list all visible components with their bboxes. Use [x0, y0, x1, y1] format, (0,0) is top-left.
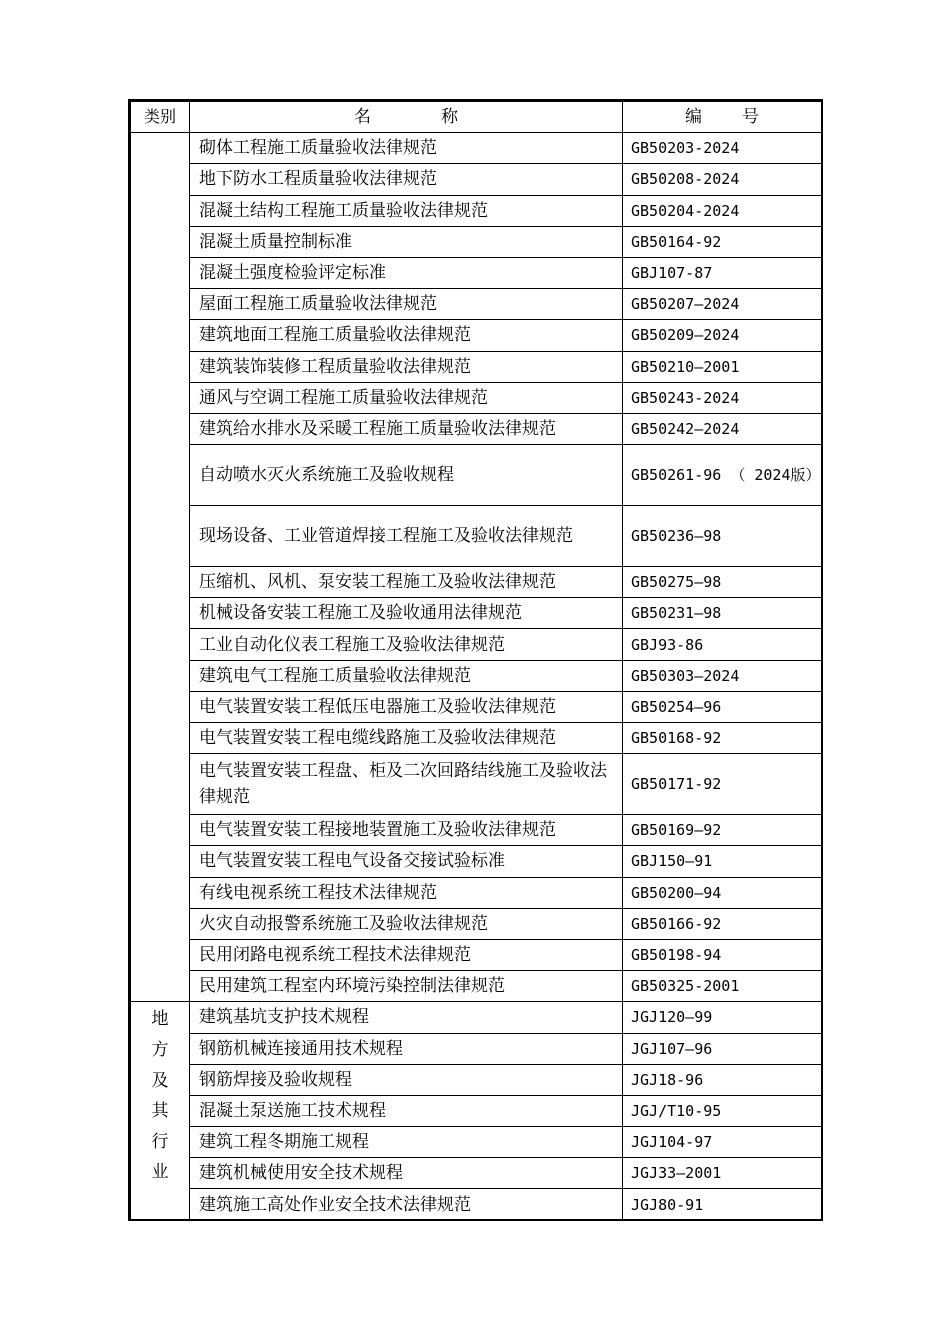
table-row — [131, 660, 822, 691]
category-label: 地方及其行业 — [151, 1009, 169, 1183]
standards-table-frame — [128, 99, 823, 1221]
standard-code: GB50231—98 — [623, 598, 822, 629]
category-cell — [131, 133, 190, 1002]
table-row — [131, 382, 822, 413]
standard-code: GBJ93-86 — [623, 629, 822, 660]
standard-code: JGJ33—2001 — [623, 1158, 822, 1189]
standard-code: GBJ150—91 — [623, 846, 822, 877]
table-row — [131, 506, 822, 567]
table-row — [131, 413, 822, 444]
standard-name: 火灾自动报警系统施工及验收法律规范 — [190, 908, 623, 939]
header-name-text: 名称 — [354, 107, 528, 128]
table-row — [131, 754, 822, 815]
standard-code: GB50169—92 — [623, 815, 822, 846]
standard-name: 建筑地面工程施工质量验收法律规范 — [190, 320, 623, 351]
standard-name: 建筑给水排水及采暖工程施工质量验收法律规范 — [190, 413, 623, 444]
table-row — [131, 351, 822, 382]
standard-code: GB50254—96 — [623, 691, 822, 722]
standards-table — [130, 101, 822, 1221]
standard-code: GB50208-2024 — [623, 164, 822, 195]
standard-name: 砌体工程施工质量验收法律规范 — [190, 133, 623, 164]
table-row — [131, 723, 822, 754]
standard-name: 建筑电气工程施工质量验收法律规范 — [190, 660, 623, 691]
standard-name: 建筑机械使用安全技术规程 — [190, 1158, 623, 1189]
standard-name: 钢筋机械连接通用技术规程 — [190, 1033, 623, 1064]
standard-name: 混凝土质量控制标准 — [190, 226, 623, 257]
standard-code: GB50204-2024 — [623, 195, 822, 226]
table-row — [131, 815, 822, 846]
table-row — [131, 877, 822, 908]
standard-name: 建筑工程冬期施工规程 — [190, 1127, 623, 1158]
table-row — [131, 567, 822, 598]
standard-code: JGJ80-91 — [623, 1189, 822, 1220]
standard-code: GB50275—98 — [623, 567, 822, 598]
standard-code: GB50203-2024 — [623, 133, 822, 164]
table-row — [131, 320, 822, 351]
standard-code: JGJ120—99 — [623, 1002, 822, 1033]
standard-code: GB50168-92 — [623, 723, 822, 754]
standard-name: 有线电视系统工程技术法律规范 — [190, 877, 623, 908]
standard-code: GB50303—2024 — [623, 660, 822, 691]
standard-code: GB50166-92 — [623, 908, 822, 939]
table-row — [131, 691, 822, 722]
standard-name: 民用闭路电视系统工程技术法律规范 — [190, 939, 623, 970]
table-row — [131, 257, 822, 288]
table-row — [131, 598, 822, 629]
standard-code: GB50200—94 — [623, 877, 822, 908]
standard-code: JGJ/T10-95 — [623, 1095, 822, 1126]
standard-name: 压缩机、风机、泵安装工程施工及验收法律规范 — [190, 567, 623, 598]
header-name — [190, 102, 623, 133]
table-row — [131, 846, 822, 877]
table-body — [131, 133, 822, 1220]
table-row — [131, 164, 822, 195]
standard-name: 混凝土结构工程施工质量验收法律规范 — [190, 195, 623, 226]
standard-name: 建筑基坑支护技术规程 — [190, 1002, 623, 1033]
table-row — [131, 1158, 822, 1189]
standard-code: GB50325-2001 — [623, 971, 822, 1002]
standard-name: 建筑施工高处作业安全技术法律规范 — [190, 1189, 623, 1220]
table-header-row — [131, 102, 822, 133]
standard-code: GBJ107-87 — [623, 257, 822, 288]
standard-name: 地下防水工程质量验收法律规范 — [190, 164, 623, 195]
standard-name: 钢筋焊接及验收规程 — [190, 1064, 623, 1095]
standard-code: GB50209—2024 — [623, 320, 822, 351]
standard-name: 工业自动化仪表工程施工及验收法律规范 — [190, 629, 623, 660]
standard-name: 自动喷水灭火系统施工及验收规程 — [190, 445, 623, 506]
standard-name: 现场设备、工业管道焊接工程施工及验收法律规范 — [190, 506, 623, 567]
header-code — [623, 102, 822, 133]
standard-name: 民用建筑工程室内环境污染控制法律规范 — [190, 971, 623, 1002]
standard-name: 电气装置安装工程接地装置施工及验收法律规范 — [190, 815, 623, 846]
table-row — [131, 289, 822, 320]
standard-name: 电气装置安装工程电缆线路施工及验收法律规范 — [190, 723, 623, 754]
table-row — [131, 971, 822, 1002]
table-row — [131, 1064, 822, 1095]
table-row — [131, 1127, 822, 1158]
standard-code: GB50210—2001 — [623, 351, 822, 382]
standard-name: 通风与空调工程施工质量验收法律规范 — [190, 382, 623, 413]
standard-code: JGJ104-97 — [623, 1127, 822, 1158]
category-label — [152, 133, 169, 135]
standard-code: GB50207—2024 — [623, 289, 822, 320]
table-row — [131, 195, 822, 226]
table-row — [131, 1095, 822, 1126]
table-row — [131, 133, 822, 164]
standard-code: GB50198-94 — [623, 939, 822, 970]
standard-code: GB50236—98 — [623, 506, 822, 567]
header-code-text: 编号 — [685, 107, 799, 128]
standard-name: 建筑装饰装修工程质量验收法律规范 — [190, 351, 623, 382]
standard-code: JGJ18-96 — [623, 1064, 822, 1095]
standard-name: 混凝土泵送施工技术规程 — [190, 1095, 623, 1126]
standard-code: GB50164-92 — [623, 226, 822, 257]
standard-code: GB50242—2024 — [623, 413, 822, 444]
table-row — [131, 226, 822, 257]
table-row — [131, 445, 822, 506]
table-row — [131, 1002, 822, 1033]
table-row — [131, 629, 822, 660]
standard-name: 电气装置安装工程电气设备交接试验标准 — [190, 846, 623, 877]
standard-name: 电气装置安装工程低压电器施工及验收法律规范 — [190, 691, 623, 722]
header-category: 类别 — [131, 102, 190, 133]
standard-name: 屋面工程施工质量验收法律规范 — [190, 289, 623, 320]
category-cell — [131, 1002, 190, 1220]
table-row — [131, 939, 822, 970]
table-row — [131, 1189, 822, 1220]
standard-name: 机械设备安装工程施工及验收通用法律规范 — [190, 598, 623, 629]
table-row — [131, 908, 822, 939]
standard-code: JGJ107—96 — [623, 1033, 822, 1064]
standard-name: 电气装置安装工程盘、柜及二次回路结线施工及验收法律规范 — [190, 754, 623, 815]
standard-code: GB50261-96 （ 2024版） — [623, 445, 822, 506]
standard-code: GB50243-2024 — [623, 382, 822, 413]
standard-name: 混凝土强度检验评定标准 — [190, 257, 623, 288]
standard-code: GB50171-92 — [623, 754, 822, 815]
table-row — [131, 1033, 822, 1064]
